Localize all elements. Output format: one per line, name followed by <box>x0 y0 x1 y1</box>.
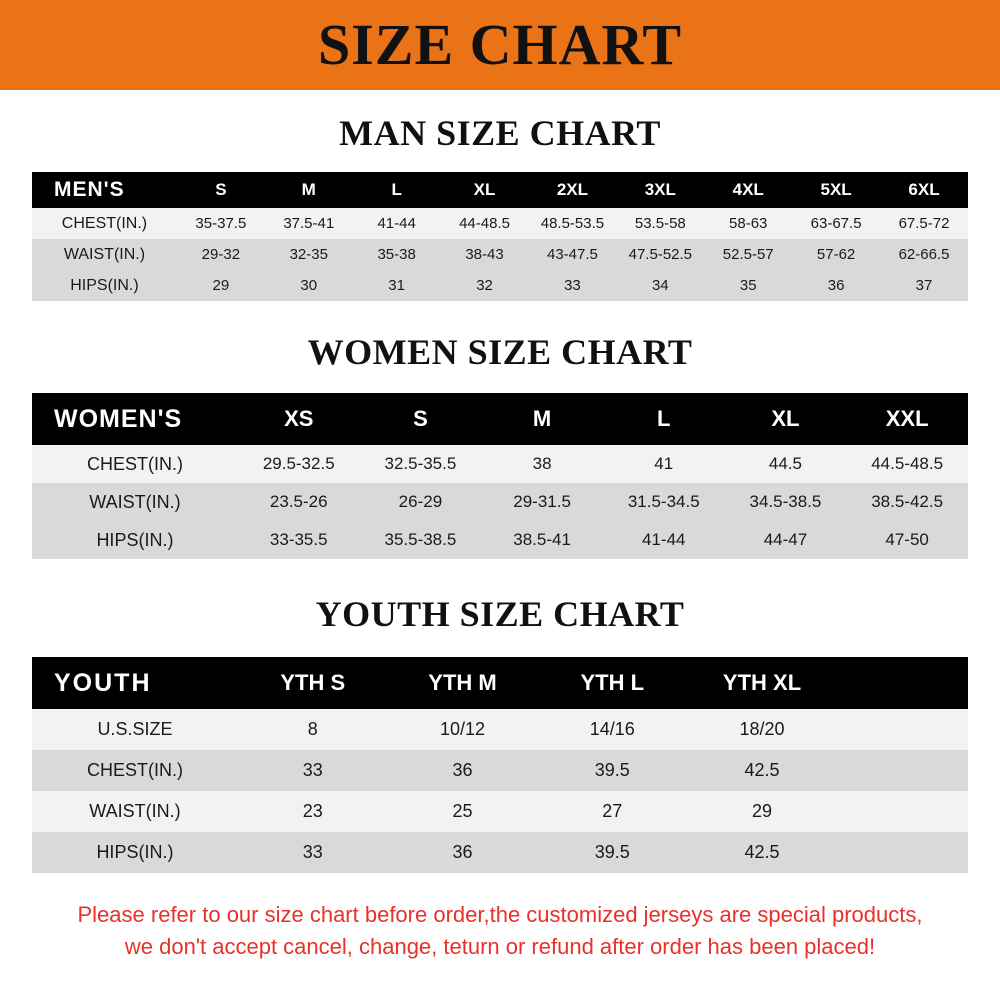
youth-header-cell-2: YTH M <box>428 670 497 695</box>
men-row1-cell2: 32-35 <box>289 246 328 263</box>
table-row <box>32 445 968 483</box>
men-row2-cell5: 33 <box>564 277 581 294</box>
youth-row0-cell0: U.S.SIZE <box>97 719 173 739</box>
men-size-table <box>32 172 968 301</box>
men-row1-cell1: 29-32 <box>201 246 241 263</box>
youth-row1-cell3: 39.5 <box>594 760 630 780</box>
men-row2-cell2: 30 <box>300 277 318 294</box>
men-header-cell-9: 6XL <box>908 180 940 199</box>
table-row <box>32 208 968 239</box>
youth-header-cell-4: YTH XL <box>722 670 802 695</box>
women-row1-cell4: 31.5-34.5 <box>627 492 700 511</box>
return-policy-note <box>0 899 1000 963</box>
women-size-table <box>32 393 968 559</box>
men-header-cell-5: 2XL <box>556 180 589 199</box>
youth-section-title: YOUTH SIZE CHART <box>315 594 685 634</box>
youth-header-cell-1: YTH S <box>280 670 346 695</box>
men-header-cell-6: 3XL <box>644 180 676 199</box>
table-row <box>32 270 968 301</box>
men-header-cell-3: L <box>391 180 402 199</box>
youth-row3-cell1: 33 <box>302 842 323 862</box>
youth-row3-cell4: 42.5 <box>744 842 780 862</box>
men-row2-cell4: 32 <box>476 277 493 294</box>
youth-row1-cell0: CHEST(IN.) <box>86 760 183 780</box>
youth-row0-cell3: 14/16 <box>589 719 635 739</box>
women-row2-cell4: 41-44 <box>642 530 686 549</box>
youth-size-table <box>32 657 968 873</box>
men-header-cell-4: XL <box>473 180 496 199</box>
women-row0-cell0: CHEST(IN.) <box>86 453 183 474</box>
youth-header-cell-0: YOUTH <box>54 668 152 697</box>
table-row <box>32 521 968 559</box>
women-row1-cell2: 26-29 <box>398 492 443 511</box>
women-header-cell-3: M <box>532 406 552 431</box>
youth-row1-cell5 <box>837 750 968 791</box>
men-row2-cell9: 37 <box>915 277 933 294</box>
women-row2-cell6: 47-50 <box>885 530 929 549</box>
men-row2-cell0: HIPS(IN.) <box>70 276 139 294</box>
table-row <box>32 239 968 270</box>
youth-row0-cell2: 10/12 <box>440 719 486 739</box>
youth-row1-cell1: 33 <box>302 760 323 780</box>
women-header-cell-5: XL <box>771 406 800 431</box>
women-row1-cell5: 34.5-38.5 <box>749 492 822 511</box>
men-row1-cell3: 35-38 <box>377 246 416 263</box>
men-row0-cell6: 53.5-58 <box>634 215 686 232</box>
women-row0-cell3: 38 <box>532 454 552 473</box>
women-row0-cell1: 29.5-32.5 <box>262 454 335 473</box>
men-header-cell-7: 4XL <box>732 180 764 199</box>
men-row2-cell8: 36 <box>827 277 845 294</box>
men-row2-cell6: 34 <box>651 277 669 294</box>
men-row1-cell5: 43-47.5 <box>546 246 598 263</box>
women-header-cell-6: XXL <box>885 406 929 431</box>
youth-row3-cell3: 39.5 <box>594 842 630 862</box>
women-row1-cell0: WAIST(IN.) <box>89 491 181 512</box>
men-row0-cell8: 63-67.5 <box>810 215 862 232</box>
women-row2-cell5: 44-47 <box>763 530 808 549</box>
men-header-cell-2: M <box>301 180 316 199</box>
men-row0-cell0: CHEST(IN.) <box>61 214 148 232</box>
youth-header-cell-3: YTH L <box>580 670 645 695</box>
women-header-cell-0: WOMEN'S <box>54 404 183 433</box>
men-header-cell-0: MEN'S <box>54 178 125 201</box>
youth-row2-cell4: 29 <box>752 801 773 821</box>
men-row1-cell7: 52.5-57 <box>722 246 774 263</box>
youth-row2-cell0: WAIST(IN.) <box>89 801 181 821</box>
women-section-title: WOMEN SIZE CHART <box>307 332 693 372</box>
men-row0-cell7: 58-63 <box>729 215 768 232</box>
youth-row3-cell5 <box>837 832 968 873</box>
youth-row2-cell5 <box>837 791 968 832</box>
men-row0-cell1: 35-37.5 <box>195 215 247 232</box>
youth-header-cell-5 <box>837 657 968 709</box>
men-row0-cell3: 41-44 <box>377 215 416 232</box>
women-section <box>0 301 1000 559</box>
men-section <box>0 90 1000 301</box>
table-row <box>32 791 968 832</box>
women-header-cell-1: XS <box>284 406 314 431</box>
women-header-row <box>32 393 968 445</box>
youth-header-row <box>32 657 968 709</box>
women-row0-cell6: 44.5-48.5 <box>871 454 944 473</box>
women-row1-cell1: 23.5-26 <box>269 492 328 511</box>
women-row1-cell6: 38.5-42.5 <box>871 492 944 511</box>
men-header-cell-8: 5XL <box>820 180 852 199</box>
women-row0-cell4: 41 <box>654 454 674 473</box>
women-row0-cell2: 32.5-35.5 <box>384 454 457 473</box>
men-header-row <box>32 172 968 208</box>
table-row <box>32 750 968 791</box>
men-row0-cell9: 67.5-72 <box>898 215 950 232</box>
table-row <box>32 709 968 750</box>
women-row2-cell3: 38.5-41 <box>513 530 571 549</box>
youth-row0-cell4: 18/20 <box>739 719 785 739</box>
men-header-cell-1: S <box>215 180 227 199</box>
men-row1-cell6: 47.5-52.5 <box>628 246 693 263</box>
youth-row2-cell3: 27 <box>602 801 623 821</box>
women-header-cell-4: L <box>657 406 671 431</box>
men-row0-cell2: 37.5-41 <box>283 215 335 232</box>
men-row2-cell7: 35 <box>739 277 757 294</box>
men-section-title: MAN SIZE CHART <box>339 113 661 153</box>
women-row1-cell3: 29-31.5 <box>513 492 571 511</box>
youth-row3-cell0: HIPS(IN.) <box>96 842 174 862</box>
note-line-1: Please refer to our size chart before order,the customized jerseys are special products, <box>77 902 923 927</box>
note-line-2: we don't accept cancel, change, teturn or refund after order has been placed! <box>124 933 876 959</box>
men-row0-cell5: 48.5-53.5 <box>540 215 605 232</box>
women-row2-cell2: 35.5-38.5 <box>384 530 457 549</box>
men-row1-cell4: 38-43 <box>465 246 504 263</box>
youth-row1-cell2: 36 <box>452 760 473 780</box>
men-row2-cell1: 29 <box>212 277 230 294</box>
women-header-cell-2: S <box>413 406 428 431</box>
youth-section <box>0 559 1000 873</box>
youth-row2-cell1: 23 <box>302 801 323 821</box>
men-row1-cell0: WAIST(IN.) <box>63 245 146 263</box>
youth-row2-cell2: 25 <box>452 801 473 821</box>
women-row2-cell1: 33-35.5 <box>269 530 328 549</box>
youth-row0-cell1: 8 <box>307 719 318 739</box>
table-row <box>32 832 968 873</box>
youth-row1-cell4: 42.5 <box>744 760 780 780</box>
women-row2-cell0: HIPS(IN.) <box>96 529 174 550</box>
men-row0-cell4: 44-48.5 <box>459 215 510 232</box>
banner <box>0 0 1000 90</box>
table-row <box>32 483 968 521</box>
youth-row3-cell2: 36 <box>452 842 473 862</box>
women-row0-cell5: 44.5 <box>768 454 802 473</box>
youth-row0-cell5 <box>837 709 968 750</box>
men-row1-cell9: 62-66.5 <box>898 246 950 263</box>
men-row1-cell8: 57-62 <box>816 246 856 263</box>
banner-title: SIZE CHART <box>317 12 683 77</box>
men-row2-cell3: 31 <box>388 277 405 294</box>
